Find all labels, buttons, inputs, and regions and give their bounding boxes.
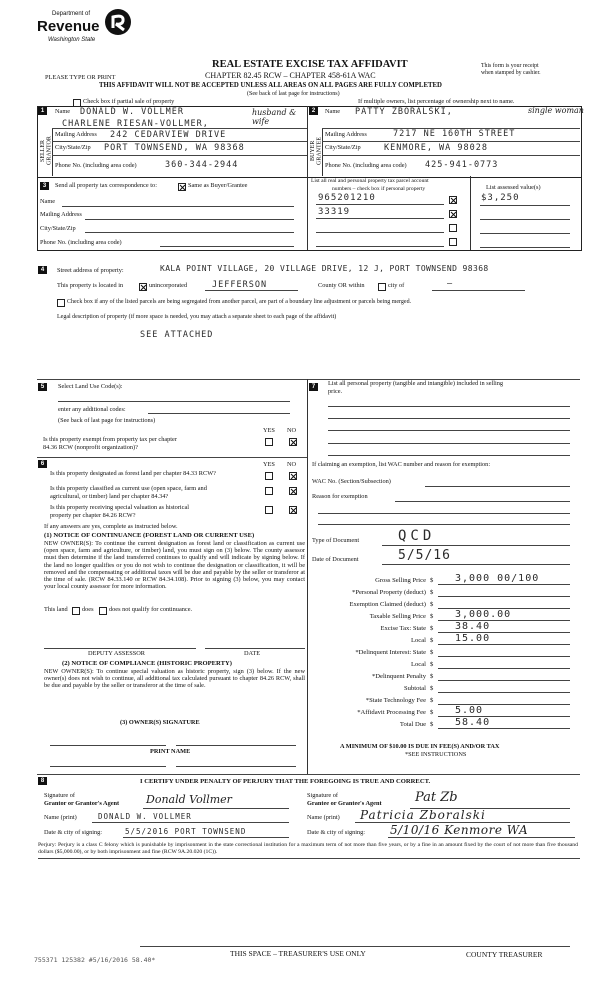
partial-sale-label: Check box if partial sale of property [83, 98, 175, 105]
classification-question: Is this property designated as forest land per chapter 84.33 RCW? [50, 470, 216, 477]
city-field[interactable]: — [447, 279, 454, 289]
amount-label: *Affidavit Processing Fee [357, 709, 426, 716]
grantee-name-label: Name (print) [307, 814, 340, 821]
currency-sign: $ [430, 601, 434, 608]
amount-line [438, 596, 570, 597]
corr-name-label: Name [40, 198, 56, 205]
certify-statement: I CERTIFY UNDER PENALTY OF PERJURY THAT THE FOREGOING IS TRUE AND CORRECT. [140, 778, 431, 785]
segregated-checkbox[interactable] [57, 299, 65, 307]
if-any-yes: If any answers are yes, complete as instructed below. [44, 523, 178, 530]
personal-property-checkbox[interactable] [449, 238, 457, 246]
owner-signature-line-1[interactable] [50, 745, 166, 746]
same-as-buyer-checkbox[interactable] [178, 183, 186, 191]
amount-line [438, 680, 570, 681]
county-label: County OR within [318, 282, 365, 289]
parcel-number-field[interactable]: 33319 [318, 207, 351, 217]
amount-line [438, 728, 570, 729]
corr-mail-label: Mailing Address [40, 211, 82, 218]
divider [37, 774, 580, 775]
section-4-badge: 4 [38, 266, 47, 274]
notice-continuance-text: NEW OWNER(S): To continue the current designation as forest land or classification as current use (open space, farm and agriculture, or timber) land, you must sign on (3) below. The county assessor must then determine if the land transferred continues to qualify and will indicate by signing below. If the land no longer qualifies or you do not wish to continue the designation or classification, it will be removed and the compensating or additional taxes will be due and payable by the seller or transferor at the time of sale. (RCW 84.33.140 or RCW 84.34.108). Prior to signing (3) below, you may contact your local county assessor for more information. [44, 540, 305, 591]
deputy-assessor-line[interactable] [44, 648, 196, 649]
divider [52, 128, 53, 176]
buyer-name-label: Name [325, 108, 341, 115]
perjury-notice: Perjury: Perjury is a class C felony which is punishable by imprisonment in the state correctional institution for a maximum term of not more than five years, or by a fine in an amount fixed by the court of not more than five thousand dollars ($5,000.00), or by both imprisonment and fine (RCW 9A.20.020 (1C)). [38, 842, 578, 855]
county-field[interactable]: JEFFERSON [212, 280, 268, 290]
seller-name-field[interactable]: DONALD W. VOLLMER [80, 107, 184, 117]
assessed-value-field[interactable]: $3,250 [481, 193, 520, 203]
section-2-badge: 2 [309, 107, 318, 115]
grantor-sig-label-1: Signature of [44, 792, 75, 799]
seller-city-label: City/State/Zip [55, 144, 91, 151]
county-treasurer-label: COUNTY TREASURER [466, 950, 543, 959]
currency-sign: $ [430, 625, 434, 632]
corr-name-input[interactable] [62, 206, 294, 207]
personal-property-checkbox[interactable] [449, 210, 457, 218]
personal-property-line[interactable] [328, 430, 570, 431]
seller-mail-field[interactable]: 242 CEDARVIEW DRIVE [110, 130, 227, 140]
divider [38, 858, 580, 859]
city-of-label: city of [388, 282, 405, 289]
does-label: does [82, 606, 94, 613]
buyer-name-field[interactable]: PATTY ZBORALSKI, [355, 107, 453, 117]
doc-date-label: Date of Document [312, 556, 359, 563]
seller-name-label: Name [55, 108, 71, 115]
amount-label: *Delinquent Penalty [371, 673, 426, 680]
amount-field[interactable]: 3,000 00/100 [455, 573, 540, 584]
grantor-signature[interactable]: Donald Vollmer [146, 793, 232, 806]
print-name-line-2[interactable] [176, 766, 296, 767]
land-use-label: Select Land Use Code(s): [58, 383, 123, 390]
currency-sign: $ [430, 697, 434, 704]
city-line [432, 290, 525, 291]
corr-phone-input[interactable] [160, 246, 294, 247]
unincorporated-checkbox[interactable] [139, 283, 147, 291]
logo-dept: Department of [52, 11, 91, 17]
warning-line: THIS AFFIDAVIT WILL NOT BE ACCEPTED UNLESS ALL AREAS ON ALL PAGES ARE FULLY COMPLETED [99, 82, 442, 89]
seller-mail-label: Mailing Address [55, 131, 97, 138]
section-3-badge: 3 [40, 182, 49, 190]
parcel-number-field[interactable]: 965201210 [318, 193, 376, 203]
parcel-line [316, 218, 444, 219]
amount-label: Gross Selling Price [375, 577, 426, 584]
personal-property-line[interactable] [328, 406, 570, 407]
personal-property-line[interactable] [328, 418, 570, 419]
amount-label: Local [410, 637, 426, 644]
personal-property-checkbox[interactable] [449, 196, 457, 204]
grantee-signature[interactable]: Pat Zb [415, 790, 458, 805]
seller-note: husband & wife [252, 108, 297, 126]
doc-type-line [382, 545, 570, 546]
section-5-badge: 5 [38, 383, 47, 391]
receipt-note-2: when stamped by cashier. [481, 70, 541, 76]
parcel-header-2: numbers – check box if personal property [332, 186, 426, 192]
wac-label: WAC No. (Section/Subsection) [312, 478, 391, 485]
divider [52, 141, 307, 142]
grantor-sig-label-2: Grantor or Grantor's Agent [44, 800, 120, 807]
classification-question-cont: property per chapter 84.26 RCW? [50, 511, 136, 519]
amount-label: *State Technology Fee [365, 697, 426, 704]
grantee-sig-label-1: Signature of [307, 792, 338, 799]
divider [37, 457, 307, 458]
grantor-name-label: Name (print) [44, 814, 77, 821]
personal-property-label-2: price. [328, 388, 343, 395]
print-name-line-1[interactable] [50, 766, 166, 767]
parcel-line [316, 246, 444, 247]
amount-label: Total Due [399, 721, 426, 728]
treasurer-line [140, 946, 570, 947]
land-use-input[interactable] [58, 401, 290, 402]
legal-label: Legal description of property (if more space is needed, you may attach a separate sheet to each page of the affidavit) [57, 314, 337, 320]
grantor-date-field[interactable]: 5/5/2016 PORT TOWNSEND [125, 827, 247, 836]
amount-line [438, 656, 570, 657]
grantee-date-line [388, 837, 575, 838]
doc-date-line [382, 564, 570, 565]
owner-signature-label: (3) OWNER(S) SIGNATURE [120, 719, 200, 726]
question-no-checkbox[interactable] [289, 487, 297, 495]
dor-logo-icon [104, 8, 132, 36]
currency-sign: $ [430, 721, 434, 728]
divider [52, 155, 307, 156]
notice-compliance-text: NEW OWNER(S): To continue special valuation as historic property, sign (3) below. If the new owner(s) does not wish to continue, all additional tax calculated pursuant to chapter 84.26 RCW, shall be due and payable by the seller or transferor at the time of sale. [44, 667, 305, 689]
currency-sign: $ [430, 637, 434, 644]
date-label: DATE [244, 650, 261, 657]
reason-input[interactable] [395, 501, 570, 502]
street-label: Street address of property: [57, 267, 124, 274]
legal-description-field[interactable]: SEE ATTACHED [140, 330, 214, 340]
amount-field[interactable]: 15.00 [455, 633, 491, 644]
buyer-mail-field[interactable]: 7217 NE 160TH STREET [393, 129, 516, 139]
doc-date-field[interactable]: 5/5/16 [398, 548, 451, 563]
see-back-note: (See back of last page for instructions) [247, 91, 340, 97]
exempt-yes-checkbox[interactable] [265, 438, 273, 446]
parcel-line [316, 232, 444, 233]
grantor-name-field[interactable]: DONALD W. VOLLMER [98, 812, 192, 821]
amount-label: *Delinquent Interest: State [355, 649, 426, 656]
section-8-badge: 8 [38, 777, 47, 785]
corr-mail-input[interactable] [85, 219, 294, 220]
grantor-name-line [92, 822, 289, 823]
segregated-label: Check box if any of the listed parcels are being segregated from another parcel, are part of a boundary line adjustment or parcels being merged. [67, 299, 412, 305]
no-header: NO [287, 427, 297, 434]
corr-city-label: City/State/Zip [40, 225, 76, 232]
grantee-date-field[interactable]: 5/10/16 Kenmore WA [390, 823, 529, 837]
amount-field[interactable]: 3,000.00 [455, 609, 512, 620]
wac-input[interactable] [425, 486, 570, 487]
see-instructions-note: *SEE INSTRUCTIONS [405, 751, 467, 758]
amount-label: Excise Tax: State [380, 625, 426, 632]
send-correspondence-label: Send all property tax correspondence to: [55, 182, 157, 189]
parcel-header-1: List all real and personal property tax parcel account [311, 178, 429, 184]
street-field[interactable]: KALA POINT VILLAGE, 20 VILLAGE DRIVE, 12 J, PORT TOWNSEND 98368 [160, 264, 489, 273]
unincorporated-label: unincorporated [149, 282, 188, 289]
treasurer-use-label: THIS SPACE – TREASURER'S USE ONLY [230, 949, 366, 958]
amount-label: Exemption Claimed (deduct) [349, 601, 426, 608]
amount-line [438, 692, 570, 693]
personal-property-label-1: List all personal property (tangible and intangible) included in selling [328, 380, 504, 387]
deputy-assessor-label: DEPUTY ASSESSOR [88, 650, 145, 657]
exemption-label: If claiming an exemption, list WAC number and reason for exemption: [312, 461, 491, 468]
does-not-label: does not qualify for continuance. [109, 606, 193, 613]
yes-header: YES [263, 427, 275, 434]
grantee-name-field[interactable]: Patricia Zboralski [360, 808, 486, 822]
currency-sign: $ [430, 661, 434, 668]
logo-name: Revenue [37, 18, 100, 35]
question-no-checkbox[interactable] [289, 472, 297, 480]
receipt-note-1: This form is your receipt [481, 63, 539, 69]
question-yes-checkbox[interactable] [265, 472, 273, 480]
amount-field[interactable]: 38.40 [455, 621, 491, 632]
section-7-badge: 7 [309, 383, 318, 391]
amount-label: Taxable Selling Price [369, 613, 426, 620]
parcel-line [316, 204, 444, 205]
currency-sign: $ [430, 649, 434, 656]
classification-question: Is this property classified as current use (open space, farm and [50, 485, 207, 492]
doc-type-label: Type of Document [312, 537, 360, 544]
divider [322, 128, 323, 176]
personal-property-line[interactable] [328, 443, 570, 444]
currency-sign: $ [430, 577, 434, 584]
corr-phone-label: Phone No. (including area code) [40, 239, 122, 246]
amount-field[interactable]: 5.00 [455, 705, 484, 716]
currency-sign: $ [430, 673, 434, 680]
amount-label: *Personal Property (deduct) [352, 589, 426, 596]
currency-sign: $ [430, 685, 434, 692]
buyer-city-field[interactable]: KENMORE, WA 98028 [384, 143, 488, 153]
reason-input-line[interactable] [318, 524, 570, 525]
assessed-value-line [480, 247, 570, 248]
date-line[interactable] [205, 648, 305, 649]
additional-codes-input[interactable] [148, 413, 290, 414]
amount-line [438, 644, 570, 645]
yes-header: YES [263, 461, 275, 468]
currency-sign: $ [430, 709, 434, 716]
amount-line [438, 584, 570, 585]
section-1-badge: 1 [38, 107, 47, 115]
exempt-question-1: Is this property exempt from property tax per chapter [43, 436, 177, 443]
divider [322, 155, 580, 156]
amount-field[interactable]: 58.40 [455, 717, 491, 728]
amount-label: Subtotal [404, 685, 426, 692]
currency-sign: $ [430, 589, 434, 596]
doc-type-field[interactable]: QCD [398, 528, 436, 544]
additional-codes-label: enter any additional codes: [58, 406, 126, 413]
personal-property-checkbox[interactable] [449, 224, 457, 232]
no-header: NO [287, 461, 297, 468]
assessed-header: List assessed value(s) [486, 184, 541, 191]
assessed-value-line [480, 219, 570, 220]
assessed-value-line [480, 205, 570, 206]
exempt-no-checkbox[interactable] [289, 438, 297, 446]
seller-name-2-field[interactable]: CHARLENE RIESAN-VOLLMER, [62, 119, 209, 129]
multiple-owners-note: If multiple owners, list percentage of ownership next to name. [358, 98, 515, 105]
divider [322, 141, 580, 142]
buyer-phone-label: Phone No. (including area code) [325, 162, 407, 169]
currency-sign: $ [430, 613, 434, 620]
personal-property-line[interactable] [328, 455, 570, 456]
land-use-instructions: (See back of last page for instructions) [58, 417, 156, 424]
cashier-stamp: 755371 125382 #5/16/2016 58.40* [34, 956, 156, 964]
section-6-badge: 6 [38, 460, 47, 468]
grantor-signature-line [143, 808, 289, 809]
grantor-date-line [123, 837, 289, 838]
grantee-date-label: Date & city of signing: [307, 829, 366, 836]
does-qualify-checkbox[interactable] [72, 607, 80, 615]
chapter-line: CHAPTER 82.45 RCW – CHAPTER 458-61A WAC [205, 71, 376, 80]
owner-signature-line-2[interactable] [176, 745, 296, 746]
seller-phone-label: Phone No. (including area code) [55, 162, 137, 169]
notice-compliance-title: (2) NOTICE OF COMPLIANCE (HISTORIC PROPERTY) [62, 659, 232, 667]
classification-question: Is this property receiving special valuation as historical [50, 504, 190, 511]
buyer-mail-label: Mailing Address [325, 131, 367, 138]
city-checkbox[interactable] [378, 283, 386, 291]
grantee-sig-label-2: Grantee or Grantee's Agent [307, 800, 382, 807]
county-line [205, 290, 298, 291]
minimum-due-note: A MINIMUM OF $10.00 IS DUE IN FEE(S) AND/OR TAX [340, 743, 500, 750]
classification-question-cont: agricultural, or timber) land per chapter 84.34? [50, 492, 169, 500]
notice-continuance-title: (1) NOTICE OF CONTINUANCE (FOREST LAND OR CURRENT USE) [44, 532, 255, 539]
amount-line [438, 668, 570, 669]
assessed-value-line [480, 233, 570, 234]
print-name-label: PRINT NAME [150, 748, 191, 755]
located-label: This property is located in [57, 282, 124, 289]
corr-city-input[interactable] [85, 232, 294, 233]
please-type: PLEASE TYPE OR PRINT [45, 74, 116, 81]
buyer-phone-field[interactable]: 425-941-0773 [425, 160, 499, 170]
question-no-checkbox[interactable] [289, 506, 297, 514]
buyer-note: single woman [528, 106, 584, 115]
logo-state: Washington State [48, 37, 96, 43]
exempt-question-2: 84.36 RCW (nonprofit organization)? [43, 443, 138, 451]
seller-phone-field[interactable]: 360-344-2944 [165, 160, 239, 170]
reason-label: Reason for exemption [312, 493, 368, 500]
seller-city-field[interactable]: PORT TOWNSEND, WA 98368 [104, 143, 245, 153]
this-land-label: This land [44, 606, 68, 613]
seller-side-label: SELLER GRANTOR [40, 136, 53, 166]
does-not-qualify-checkbox[interactable] [99, 607, 107, 615]
amount-label: Local [410, 661, 426, 668]
buyer-city-label: City/State/Zip [325, 144, 361, 151]
question-yes-checkbox[interactable] [265, 487, 273, 495]
grantor-date-label: Date & city of signing: [44, 829, 103, 836]
question-yes-checkbox[interactable] [265, 506, 273, 514]
same-as-buyer-label: Same as Buyer/Grantee [188, 182, 248, 189]
buyer-side-label: BUYER GRANTEE [310, 137, 323, 165]
reason-input-line[interactable] [318, 513, 570, 514]
divider [470, 176, 471, 250]
form-title: REAL ESTATE EXCISE TAX AFFIDAVIT [212, 59, 408, 70]
